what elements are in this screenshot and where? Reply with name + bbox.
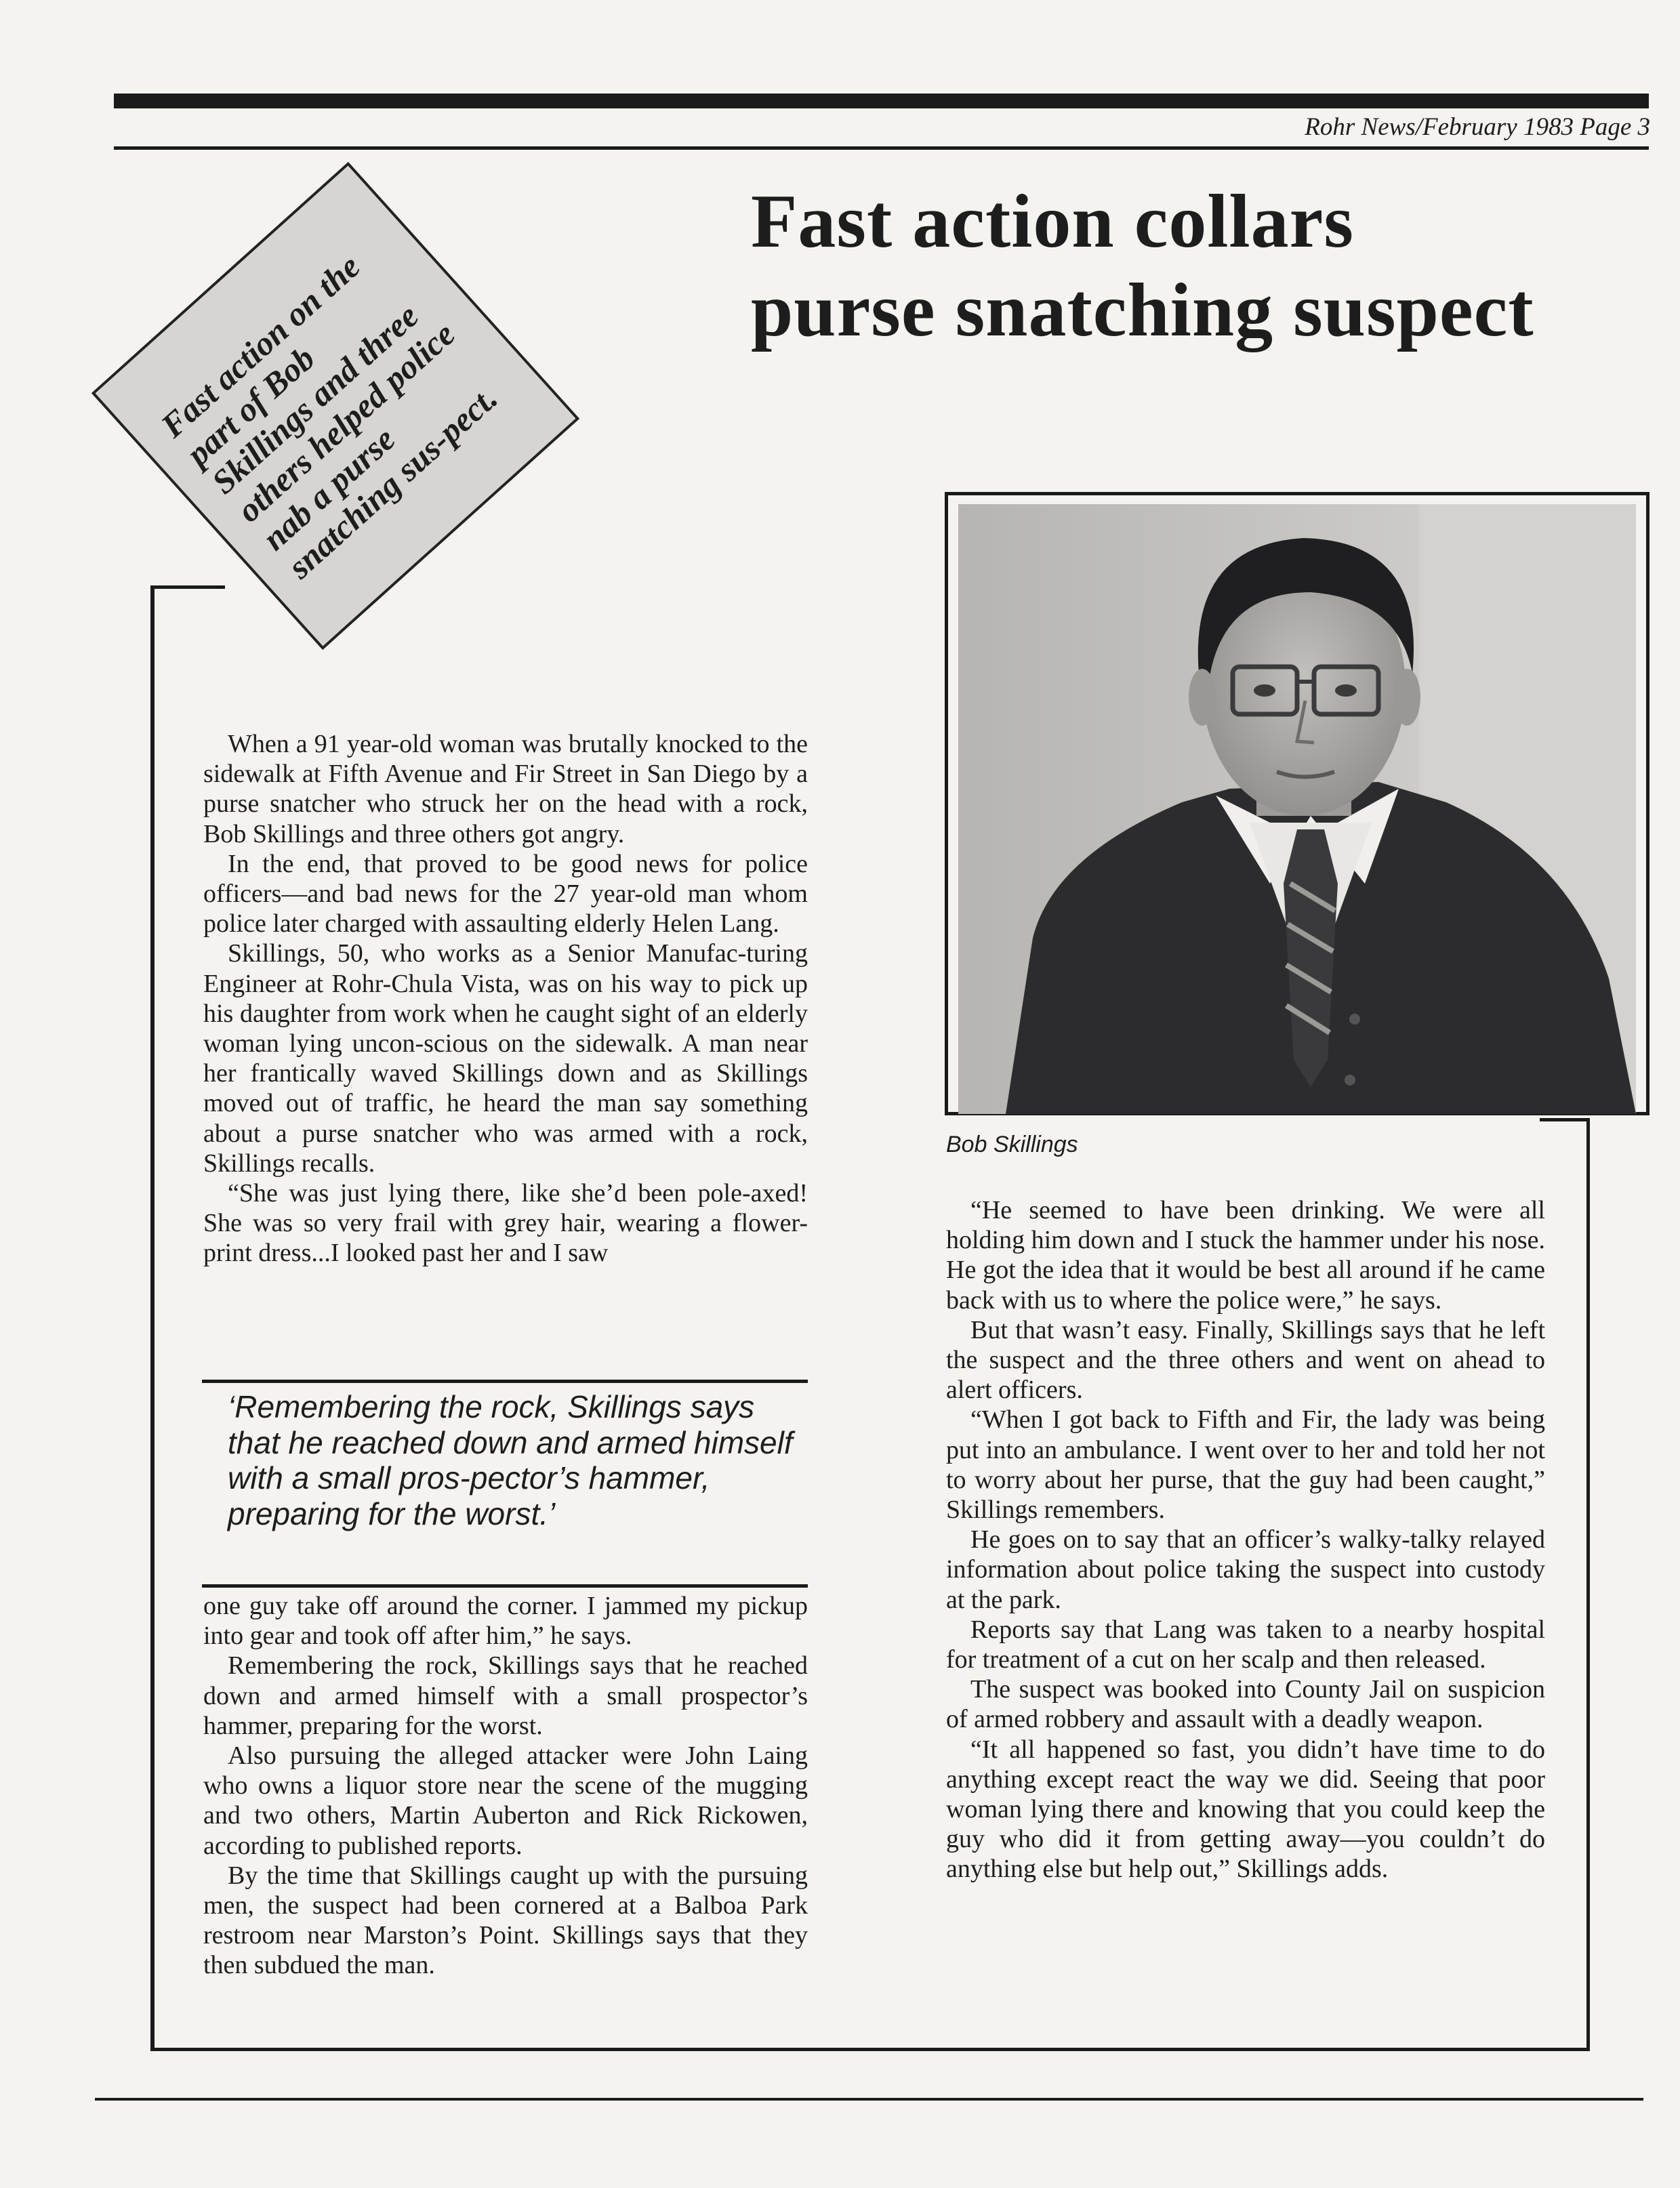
portrait-illustration — [958, 504, 1636, 1114]
paragraph: When a 91 year-old woman was brutally knocked to the sidewalk at Fifth Avenue and Fir Street in San Diego by a purse snatcher who struck her on the head with a rock, Bob Skillings and three others got angry. — [203, 730, 808, 848]
paragraph: “He seemed to have been drinking. We were all holding him down and I stuck the hammer under his nose. He got the idea that it would be best all around if he came back with us to where the police were,” he says. — [946, 1196, 1545, 1315]
article-frame-bottom — [150, 2048, 1590, 2051]
pull-quote-rule-top — [202, 1380, 808, 1383]
article-frame-right — [1586, 1118, 1590, 2051]
top-rule-thin — [114, 146, 1649, 150]
paragraph: one guy take off around the corner. I jammed my pickup into gear and took off after him,” he says. — [203, 1592, 808, 1651]
article-column-right — [946, 1195, 1545, 1884]
paragraph: Reports say that Lang was taken to a nearby hospital for treatment of a cut on her scalp and then released. — [946, 1615, 1545, 1674]
paragraph: He goes on to say that an officer’s walky-talky relayed information about police taking the suspect into custody at the park. — [946, 1525, 1545, 1614]
page-folio: Rohr News/February 1983 Page 3 — [1305, 113, 1650, 141]
paragraph: Skillings, 50, who works as a Senior Manufac-turing Engineer at Rohr-Chula Vista, was on his way to pick up his daughter from work when he caught sight of an elderly woman lying uncon-scious on the sidewalk. A man near her frantically waved Skillings down and as Skillings moved out of traffic, he heard the man say something about a purse snatcher who was armed with a rock, Skillings recalls. — [203, 939, 808, 1178]
article-frame-left — [150, 585, 155, 2051]
callout-text: Fast action on the part of Bob Skillings and three others helped police nab a purse snatching sus-pect. — [153, 247, 505, 586]
article-frame-top — [150, 585, 225, 589]
pull-quote: ‘Remembering the rock, Skillings says that he reached down and armed himself with a small pros-pector’s hammer, preparing for the worst.’ — [228, 1389, 793, 1531]
callout-box — [91, 162, 579, 650]
paragraph: But that wasn’t easy. Finally, Skillings says that he left the suspect and the three others and went on ahead to alert officers. — [946, 1315, 1545, 1405]
paragraph: Also pursuing the alleged attacker were John Laing who owns a liquor store near the scene of the mugging and two others, Martin Auberton and Rick Rickowen, according to published reports. — [203, 1741, 808, 1860]
paragraph: “It all happened so fast, you didn’t have time to do anything except react the way we did. Seeing that poor woman lying there and knowing that you could keep the guy who did it from getting away—you couldn’t do anything else but help out,” Skillings adds. — [946, 1735, 1545, 1884]
paragraph: The suspect was booked into County Jail on suspicion of armed robbery and assault with a deadly weapon. — [946, 1675, 1545, 1734]
paragraph: “She was just lying there, like she’d been pole-axed! She was so very frail with grey hair, wearing a flower-print dress...I looked past her and I saw — [203, 1179, 808, 1268]
photo-caption: Bob Skillings — [946, 1132, 1078, 1157]
bottom-rule — [95, 2098, 1643, 2101]
article-column-left-bottom — [203, 1591, 808, 1981]
portrait-photo — [958, 504, 1636, 1114]
article-frame-right-top — [1540, 1118, 1590, 1121]
top-rule-thick — [114, 94, 1649, 108]
paragraph: In the end, that proved to be good news for police officers—and bad news for the 27 year-old man whom police later charged with assaulting elderly Helen Lang. — [203, 849, 808, 938]
headline — [751, 178, 1673, 355]
paragraph: “When I got back to Fifth and Fir, the lady was being put into an ambulance. I went over to her and told her not to worry about her purse, that the guy had been caught,” Skillings remembers. — [946, 1405, 1545, 1525]
article-column-left-top — [203, 729, 808, 1268]
headline-line-1: Fast action collars — [751, 180, 1354, 264]
pull-quote-rule-bottom — [202, 1584, 808, 1588]
paragraph: Remembering the rock, Skillings says that he reached down and armed himself with a small prospector’s hammer, preparing for the worst. — [203, 1651, 808, 1740]
paragraph: By the time that Skillings caught up with the pursuing men, the suspect had been cornered at a Balboa Park restroom near Marston’s Point. Skillings says that they then subdued the man. — [203, 1861, 808, 1980]
headline-line-2: purse snatching suspect — [751, 268, 1534, 353]
